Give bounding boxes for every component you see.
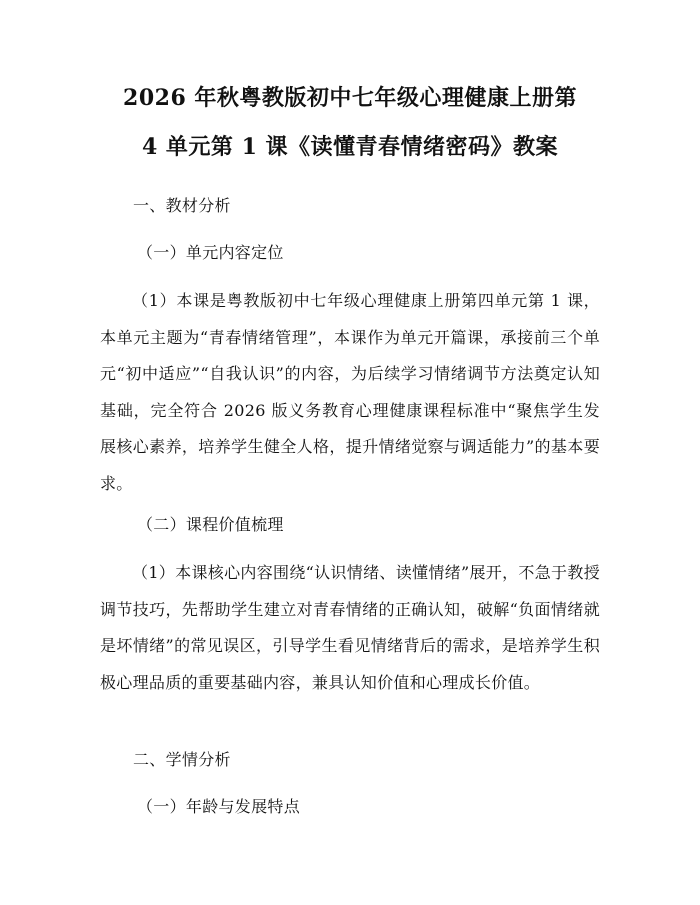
subsection-heading-unit-positioning: （一）单元内容定位 bbox=[137, 243, 284, 262]
document-title-line-1: 2026 年秋粤教版初中七年级心理健康上册第 bbox=[123, 85, 577, 111]
subsection-heading-course-value: （二）课程价值梳理 bbox=[137, 515, 284, 534]
paragraph-course-value: （1）本课核心内容围绕“认识情绪、读懂情绪”展开，不急于教授调节技巧，先帮助学生建立对青春情绪的正确认知，破解“负面情绪就是坏情绪”的常见误区，引导学生看见情绪背后的需求，是培养学生积极心理品质的重要基础内容，兼具认知价值和心理成长价值。 bbox=[100, 563, 600, 692]
document-title-line-2: 4 单元第 1 课《读懂青春情绪密码》教案 bbox=[141, 134, 559, 160]
subsection-heading-age-development: （一）年龄与发展特点 bbox=[137, 797, 301, 816]
section-heading-learner-analysis: 二、学情分析 bbox=[133, 750, 231, 769]
paragraph-unit-positioning: （1）本课是粤教版初中七年级心理健康上册第四单元第 1 课，本单元主题为“青春情绪管理”，本课作为单元开篇课，承接前三个单元“初中适应”“自我认识”的内容，为后续学习情绪调节方法奠定认知基础，完全符合 2026 版义务教育心理健康课程标准中“聚焦学生发展核心素养，培养学生健全人格，提升情绪觉察与调适能力”的基本要求。 bbox=[100, 291, 600, 493]
section-heading-textbook-analysis: 一、教材分析 bbox=[133, 196, 231, 215]
